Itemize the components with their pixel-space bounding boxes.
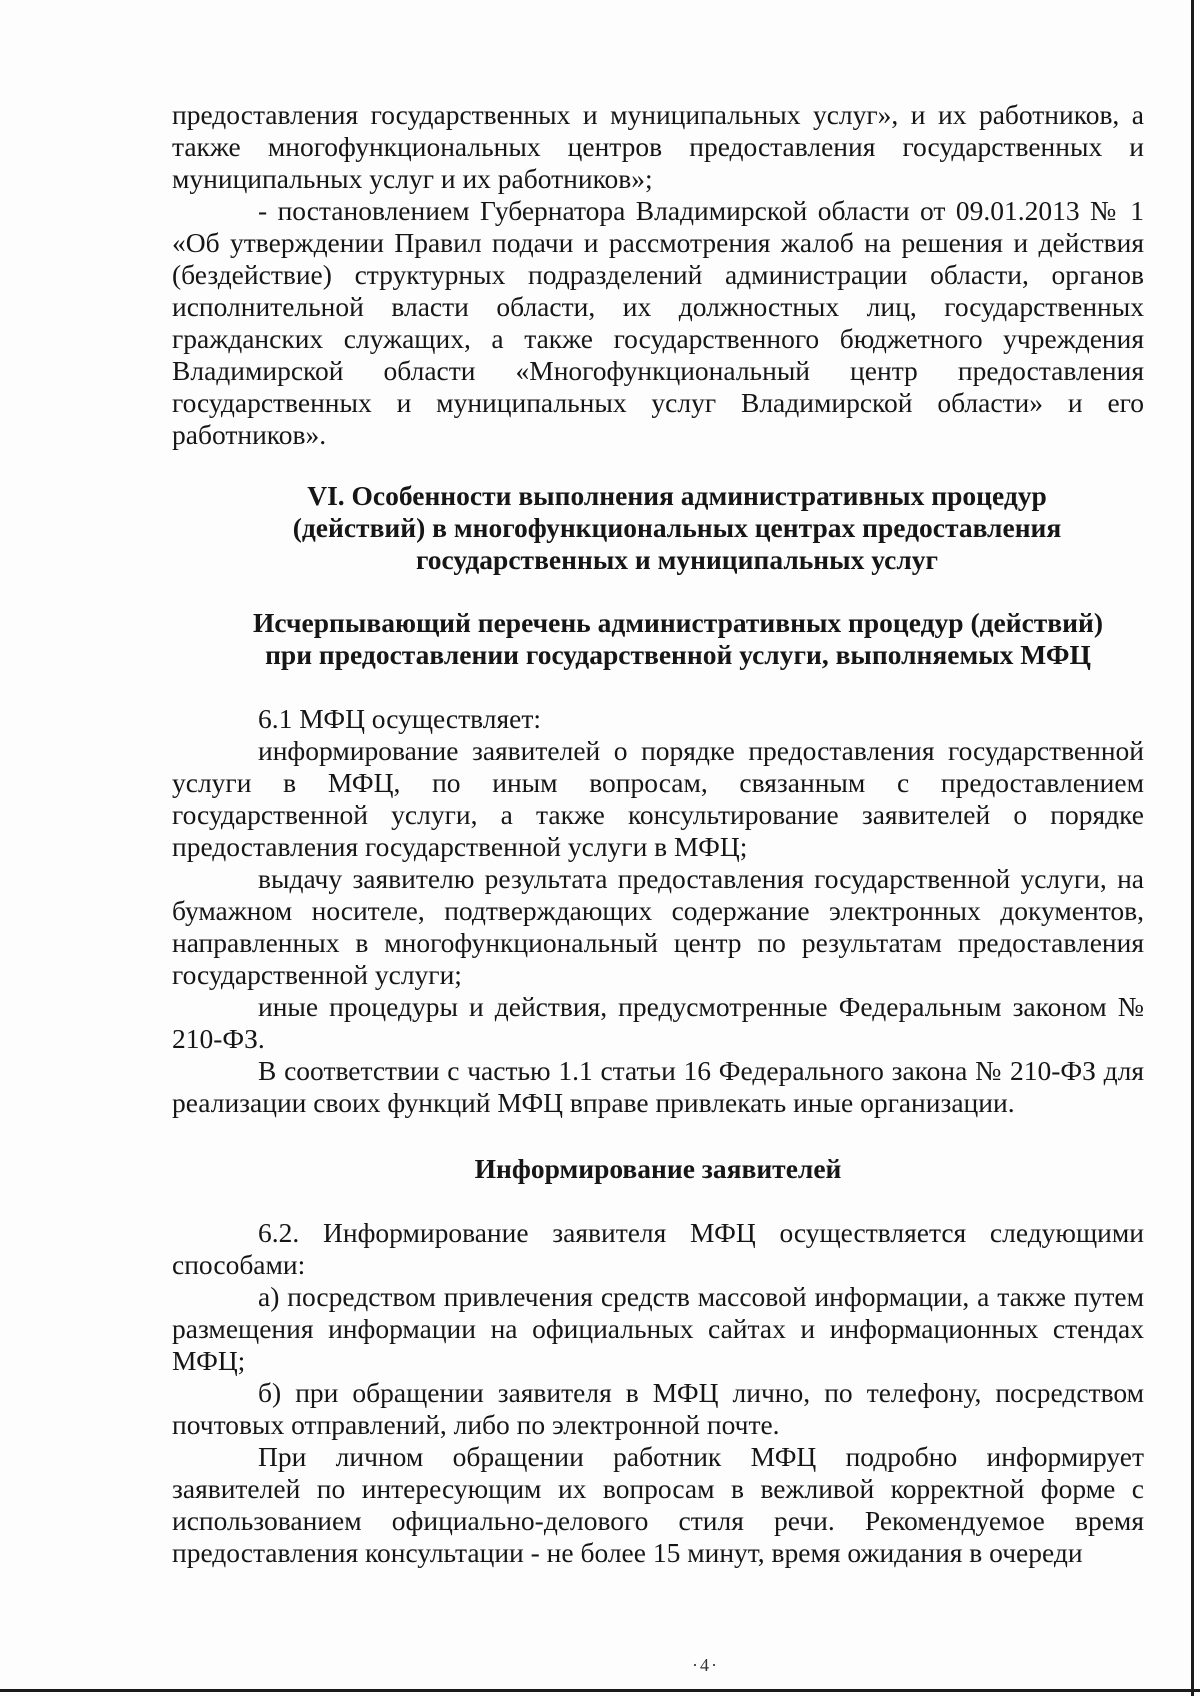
subheading-procedures (172, 607, 1144, 671)
section-heading-line-3: государственных и муниципальных услуг (415, 544, 939, 575)
scan-border-right (1191, 0, 1194, 1696)
subheading-procedures-line-2: при предоставлении государственной услуги, выполняемых МФЦ (265, 639, 1091, 670)
section-heading-line-2: (действий) в многофункциональных центрах предоставления (292, 512, 1062, 543)
paragraph-continuation: предоставления государственных и муниципальных услуг», и их работников, а также многофункциональных центров предоставления государственных и муниципальных услуг и их работников»; (172, 99, 1144, 194)
document-body (172, 99, 1144, 1569)
page-number: ·4· (692, 1655, 719, 1675)
section-heading-line-1: VI. Особенности выполнения административных процедур (307, 480, 1047, 511)
subheading-informing: Информирование заявителей (474, 1153, 842, 1184)
paragraph-personal-visit: При личном обращении работник МФЦ подробно информирует заявителей по интересующим их вопросам в вежливой корректной форме с использованием официально-делового стиля речи. Рекомендуемое время предоставления консультации - не более 15 минут, время ожидания в очереди (172, 1441, 1144, 1568)
paragraph-6-1-issuing: выдачу заявителю результата предоставления государственной услуги, на бумажном носителе, подтверждающих содержание электронных документов, направленных в многофункциональный центр по результатам предоставления государственной услуги; (172, 863, 1144, 990)
paragraph-6-1-informing: информирование заявителей о порядке предоставления государственной услуги в МФЦ, по иным вопросам, связанным с предоставлением государственной услуги, а также консультирование заявителей о порядке предоставления государственной услуги в МФЦ; (172, 735, 1144, 862)
paragraph-6-1-law: В соответствии с частью 1.1 статьи 16 Федерального закона № 210-ФЗ для реализации своих функций МФЦ вправе привлекать иные организации. (172, 1055, 1144, 1118)
subheading-procedures-line-1: Исчерпывающий перечень административных процедур (действий) (252, 607, 1103, 638)
paragraph-6-2-intro: 6.2. Информирование заявителя МФЦ осуществляется следующими способами: (172, 1217, 1144, 1280)
list-item-a: а) посредством привлечения средств массовой информации, а также путем размещения информации на официальных сайтах и информационных стендах МФЦ; (172, 1281, 1144, 1376)
scan-border-bottom (0, 1689, 1200, 1692)
paragraph-governor-decree: - постановлением Губернатора Владимирской области от 09.01.2013 № 1 «Об утверждении Правил подачи и рассмотрения жалоб на решения и действия (бездействие) структурных подразделений администрации области, органов исполнительной власти области, их должностных лиц, государственных гражданских служащих, а также государственного бюджетного учреждения Владимирской области «Многофункциональный центр предоставления государственных и муниципальных услуг Владимирской области» и его работников». (172, 195, 1144, 450)
section-heading (172, 480, 1144, 576)
paragraph-6-1-other: иные процедуры и действия, предусмотренные Федеральным законом № 210-ФЗ. (172, 991, 1144, 1054)
list-item-b: б) при обращении заявителя в МФЦ лично, по телефону, посредством почтовых отправлений, либо по электронной почте. (172, 1377, 1144, 1440)
paragraph-6-1-intro: 6.1 МФЦ осуществляет: (258, 703, 541, 734)
